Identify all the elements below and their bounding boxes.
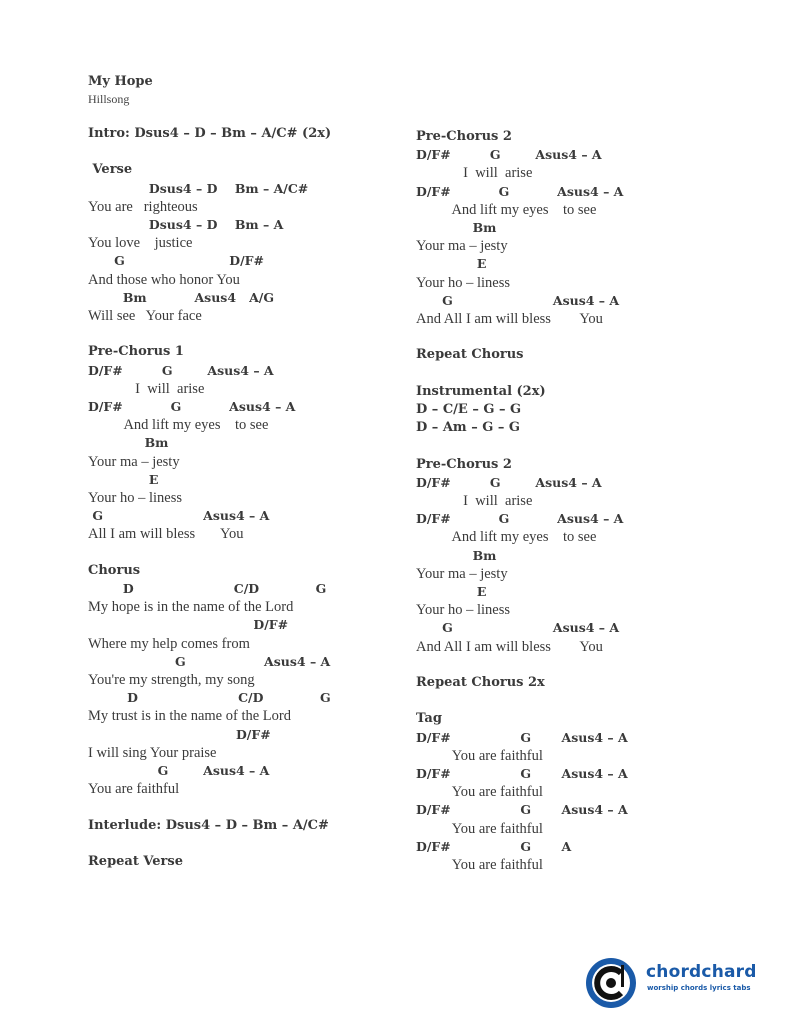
lyric-line: You love justice — [88, 235, 193, 252]
song-artist: Hillsong — [88, 92, 130, 106]
section-heading: D – C/E – G – G — [416, 402, 522, 417]
lyric-line: I will arise — [416, 165, 533, 182]
lyric-line: You are faithful — [416, 820, 543, 837]
chord-line: D/F# G Asus4 – A — [88, 399, 296, 414]
section-heading: Repeat Verse — [88, 854, 183, 869]
chord-line: G Asus4 – A — [416, 620, 620, 636]
chordchard-logo[interactable] — [584, 955, 764, 1011]
lyric-line: You are faithful — [88, 781, 180, 798]
section-heading: Repeat Chorus — [416, 347, 524, 363]
chord-line: Bm — [416, 547, 497, 563]
chord-line: D/F# G A — [416, 838, 572, 854]
chord-line: D C/D G — [88, 581, 327, 596]
lyric-line: I will arise — [416, 493, 533, 509]
lyric-line: You are righteous — [88, 198, 198, 215]
section-heading: Pre-Chorus 2 — [416, 129, 512, 144]
chord-line: D/F# G Asus4 – A — [416, 729, 628, 745]
lyric-line: My hope is in the name of the Lord — [88, 599, 294, 616]
lyric-line: And lift my eyes to see — [416, 529, 597, 546]
lyric-line: All I am will bless You — [88, 526, 244, 543]
section-heading: Verse — [88, 162, 133, 178]
chord-line: Dsus4 – D Bm – A/C# — [88, 180, 309, 196]
lyric-line: And those who honor You — [88, 271, 240, 288]
section-heading: Instrumental (2x) — [416, 383, 546, 399]
chord-line: G Asus4 – A — [416, 292, 620, 308]
chord-line: D/F# G Asus4 – A — [416, 474, 602, 490]
lyric-line: And All I am will bless You — [416, 638, 603, 655]
lyric-line: I will sing Your praise — [88, 744, 217, 761]
logo-tagline: worship chords lyrics tabs — [647, 984, 751, 992]
section-heading: Chorus — [88, 562, 141, 578]
section-heading: Pre-Chorus 2 — [416, 456, 512, 472]
section-heading: Intro: Dsus4 – D – Bm – A/C# (2x) — [88, 126, 332, 141]
lyric-line: I will arise — [88, 380, 205, 397]
chordchard-logo-icon — [584, 955, 642, 1011]
chord-line: Bm Asus4 A/G — [88, 289, 275, 305]
lyric-line: You are faithful — [416, 784, 543, 801]
chord-line: G Asus4 – A — [88, 508, 270, 524]
chord-line: Bm — [88, 435, 169, 451]
lyric-line: Where my help comes from — [88, 635, 250, 652]
chord-line: D/F# G Asus4 – A — [416, 511, 624, 527]
chord-line: Bm — [416, 220, 497, 235]
chord-line: D/F# G Asus4 – A — [416, 802, 628, 818]
logo-name: chordchard — [646, 962, 757, 982]
chord-line: D/F# G Asus4 – A — [88, 362, 274, 378]
lyric-line: And All I am will bless You — [416, 311, 603, 327]
section-heading: Interlude: Dsus4 – D – Bm – A/C# — [88, 817, 329, 833]
song-title: My Hope — [88, 74, 153, 89]
chord-line: Dsus4 – D Bm – A — [88, 217, 284, 232]
lyric-line: Your ho – liness — [416, 602, 511, 619]
lyric-line: You are faithful — [416, 857, 543, 873]
lyric-line: You are faithful — [416, 747, 543, 764]
chord-line: D/F# — [88, 617, 289, 633]
lyric-line: You're my strength, my song — [88, 672, 255, 688]
chord-line: G D/F# — [88, 253, 264, 269]
section-heading: Pre-Chorus 1 — [88, 344, 184, 360]
section-heading: D – Am – G – G — [416, 420, 520, 436]
chord-line: G Asus4 – A — [88, 653, 331, 669]
lyric-line: My trust is in the name of the Lord — [88, 708, 291, 725]
lyric-line: And lift my eyes to see — [416, 201, 597, 218]
lyric-line: Your ho – liness — [416, 274, 511, 291]
lyric-line: Will see Your face — [88, 308, 202, 324]
chord-line: D/F# G Asus4 – A — [416, 766, 628, 781]
section-heading: Tag — [416, 711, 442, 727]
chord-line: E — [88, 471, 159, 487]
chord-line: G Asus4 – A — [88, 763, 270, 778]
section-heading: Repeat Chorus 2x — [416, 675, 545, 690]
lyric-line: Your ma – jesty — [88, 453, 180, 470]
lyric-line: Your ma – jesty — [416, 565, 508, 582]
lyric-line: Your ma – jesty — [416, 238, 508, 255]
chord-line: E — [416, 256, 487, 272]
chord-line: D/F# — [88, 726, 271, 742]
chord-line: D/F# G Asus4 – A — [416, 183, 624, 199]
chord-line: D/F# G Asus4 – A — [416, 147, 602, 163]
lyric-line: And lift my eyes to see — [88, 417, 269, 434]
lyric-line: Your ho – liness — [88, 490, 183, 506]
chord-line: D C/D G — [88, 690, 331, 706]
chord-line: E — [416, 584, 487, 599]
